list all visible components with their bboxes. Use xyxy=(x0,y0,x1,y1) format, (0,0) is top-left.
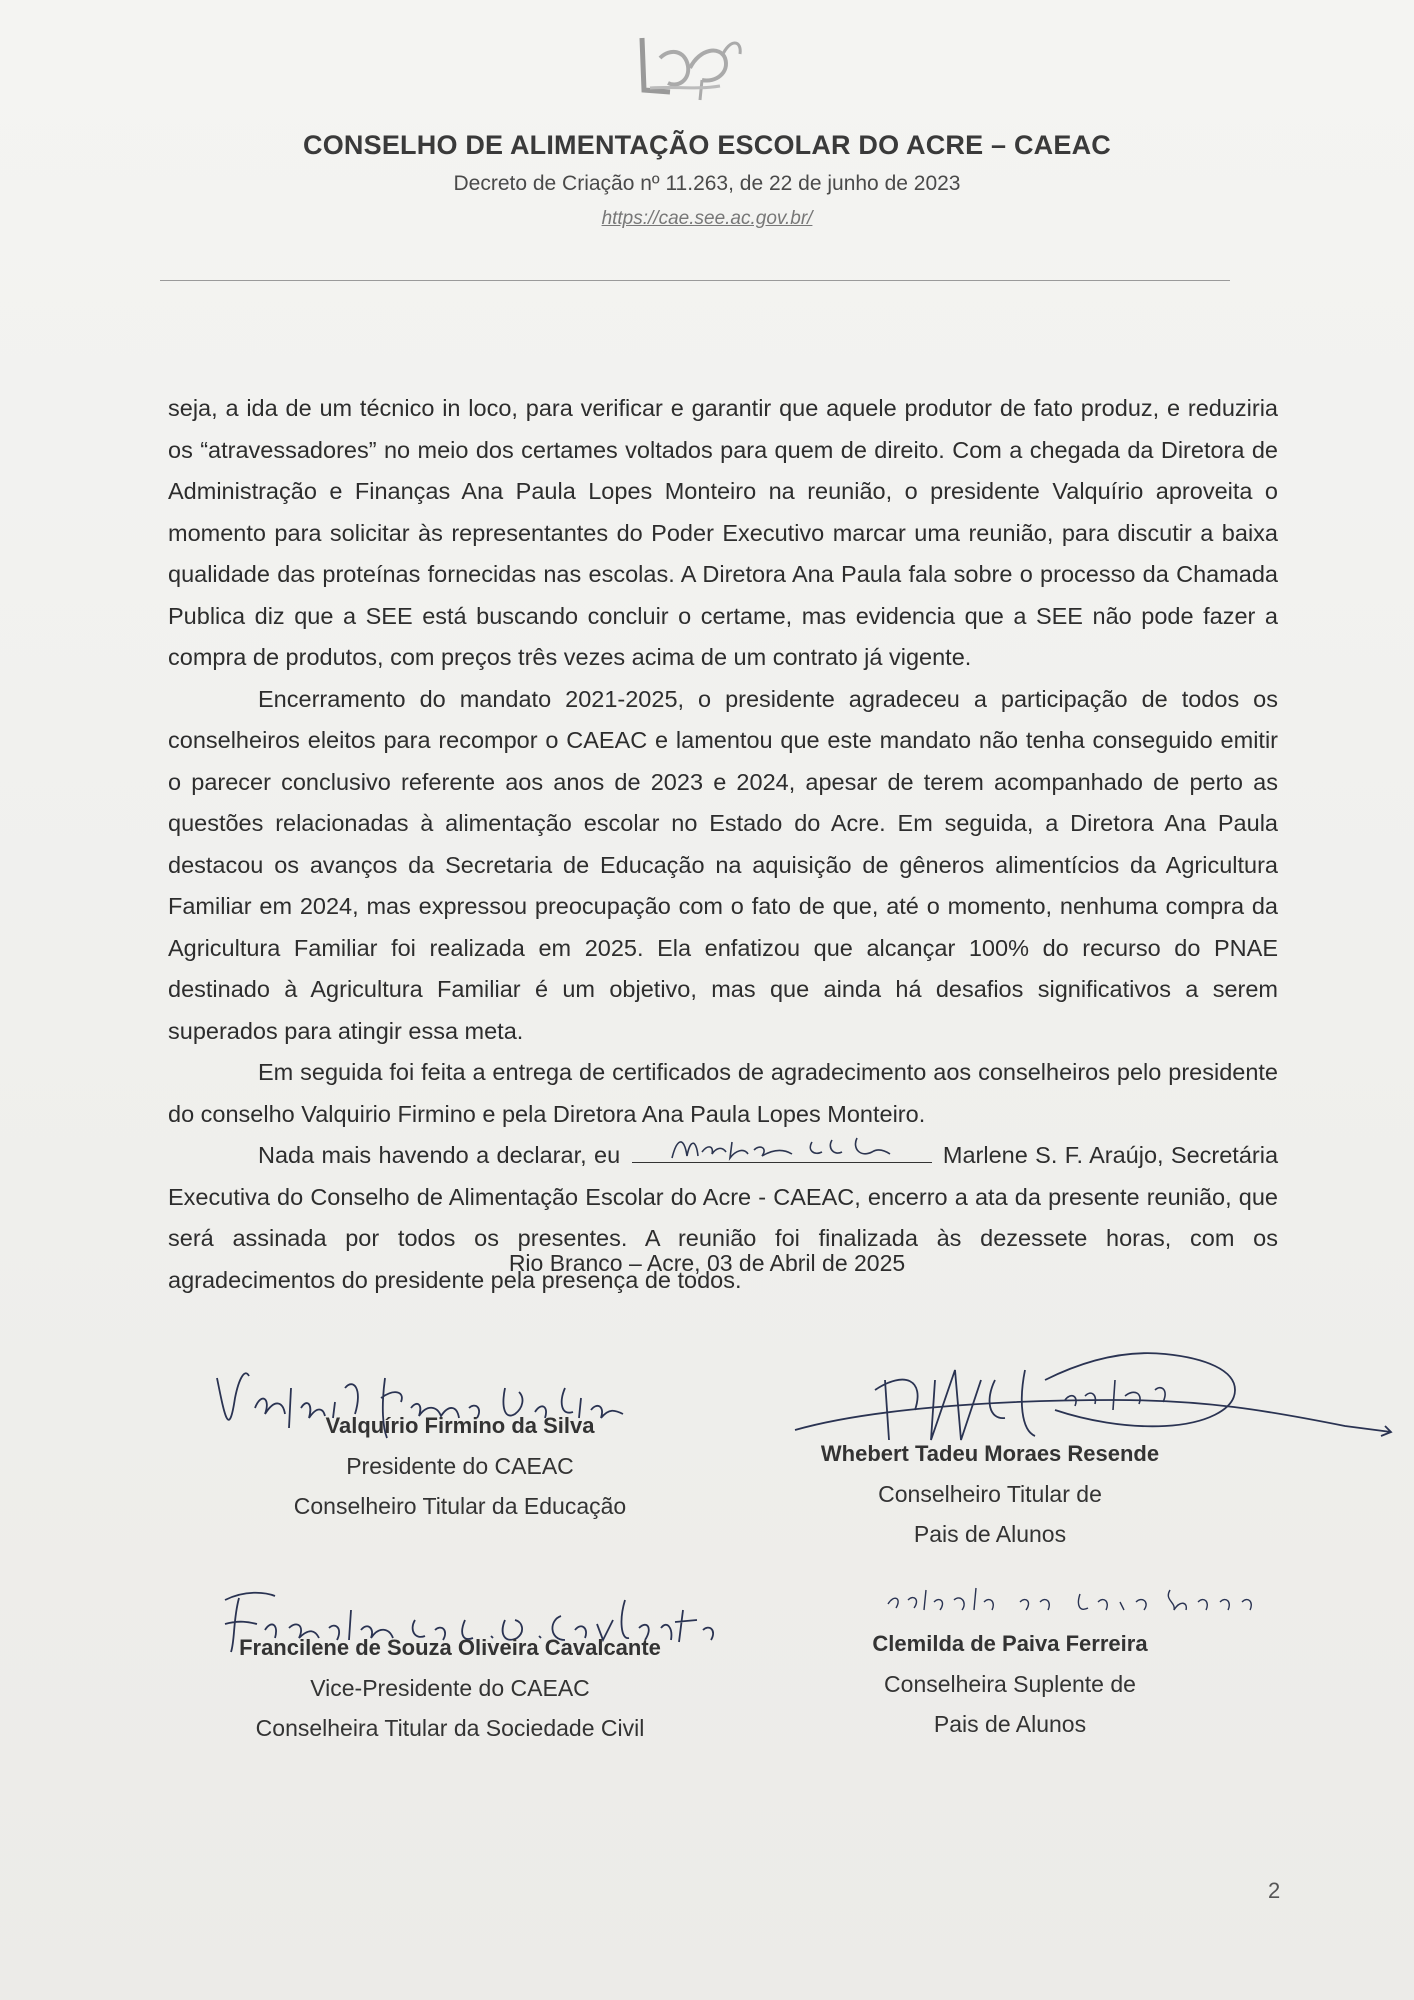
header-divider xyxy=(160,280,1230,281)
signer-name: Francilene de Souza Oliveira Cavalcante xyxy=(239,1635,661,1660)
paragraph-end: Marlene S. F. Araújo, Secretária Executiva do Conselho de Alimentação Escolar do Acre - CAEAC, encerro a ata da presente reunião, que será assinada por todos os presentes. A reunião foi finalizada às dezessete horas, com os agradecimentos do presidente pela presença de todos. xyxy=(168,1142,1279,1293)
signer-role: Pais de Alunos xyxy=(933,1711,1087,1737)
signature-block-president xyxy=(230,1406,690,1526)
signature-block-parents-suplente xyxy=(830,1624,1190,1744)
signer-name: Valquírio Firmino da Silva xyxy=(325,1413,595,1438)
organization-title: CONSELHO DE ALIMENTAÇÃO ESCOLAR DO ACRE – CAEAC xyxy=(303,130,1111,160)
paragraph: Em seguida foi feita a entrega de certificados de agradecimento aos conselheiros pelo presidente do conselho Valquirio Firmino e pela Diretora Ana Paula Lopes Monteiro. xyxy=(168,1059,1278,1127)
signature-block-parents-titular xyxy=(810,1434,1170,1554)
signer-name: Clemilda de Paiva Ferreira xyxy=(872,1631,1148,1656)
page-number: 2 xyxy=(1268,1878,1281,1903)
paragraph-start: Nada mais havendo a declarar, eu xyxy=(258,1142,621,1168)
decree-line: Decreto de Criação nº 11.263, de 22 de junho de 2023 xyxy=(453,172,961,195)
signer-role: Conselheira Suplente de xyxy=(884,1671,1136,1697)
signer-role: Presidente do CAEAC xyxy=(346,1453,574,1479)
website-link[interactable]: https://cae.see.ac.gov.br/ xyxy=(601,208,813,229)
signature-scribble xyxy=(888,1588,1251,1610)
signer-role: Conselheiro Titular de xyxy=(878,1481,1102,1507)
caeac-logo-icon xyxy=(630,28,750,108)
secretary-signature xyxy=(632,1136,932,1163)
signer-role: Pais de Alunos xyxy=(913,1521,1067,1547)
signer-name: Whebert Tadeu Moraes Resende xyxy=(820,1441,1160,1466)
signer-role: Vice-Presidente do CAEAC xyxy=(310,1675,590,1701)
signature-block-vice-president xyxy=(180,1628,720,1748)
signer-role: Conselheiro Titular da Educação xyxy=(293,1493,627,1519)
signer-role: Conselheira Titular da Sociedade Civil xyxy=(255,1715,645,1741)
paragraph: Encerramento do mandato 2021-2025, o presidente agradeceu a participação de todos os conselheiros eleitos para recompor o CAEAC e lamentou que este mandato não tenha conseguido emitir o parecer conclusivo referente aos anos de 2023 e 2024, apesar de terem acompanhado de perto as questões relacionadas à alimentação escolar no Estado do Acre. Em seguida, a Diretora Ana Paula destacou os avanços da Secretaria de Educação na aquisição de gêneros alimentícios da Agricultura Familiar em 2024, mas expressou preocupação com o fato de que, até o momento, nenhuma compra da Agricultura Familiar foi realizada em 2025. Ela enfatizou que alcançar 100% do recurso do PNAE destinado à Agricultura Familiar é um objetivo, mas que ainda há desafios significativos a serem superados para atingir essa meta. xyxy=(168,685,1278,1044)
paragraph: seja, a ida de um técnico in loco, para verificar e garantir que aquele produtor de fato produz, e reduziria os “atravessadores” no meio dos certames voltados para quem de direito. Com a chegada da Diretora de Administração e Finanças Ana Paula Lopes Monteiro na reunião, o presidente Valquírio aproveita o momento para solicitar às representantes do Poder Executivo marcar uma reunião, para discutir a baixa qualidade das proteínas fornecidas nas escolas. A Diretora Ana Paula fala sobre o processo da Chamada Publica diz que a SEE está buscando concluir o certame, mas evidencia que a SEE não pode fazer a compra de produtos, com preços três vezes acima de um contrato já vigente. xyxy=(168,395,1278,670)
minutes-body xyxy=(168,388,1278,1301)
date-line: Rio Branco – Acre, 03 de Abril de 2025 xyxy=(508,1250,906,1276)
